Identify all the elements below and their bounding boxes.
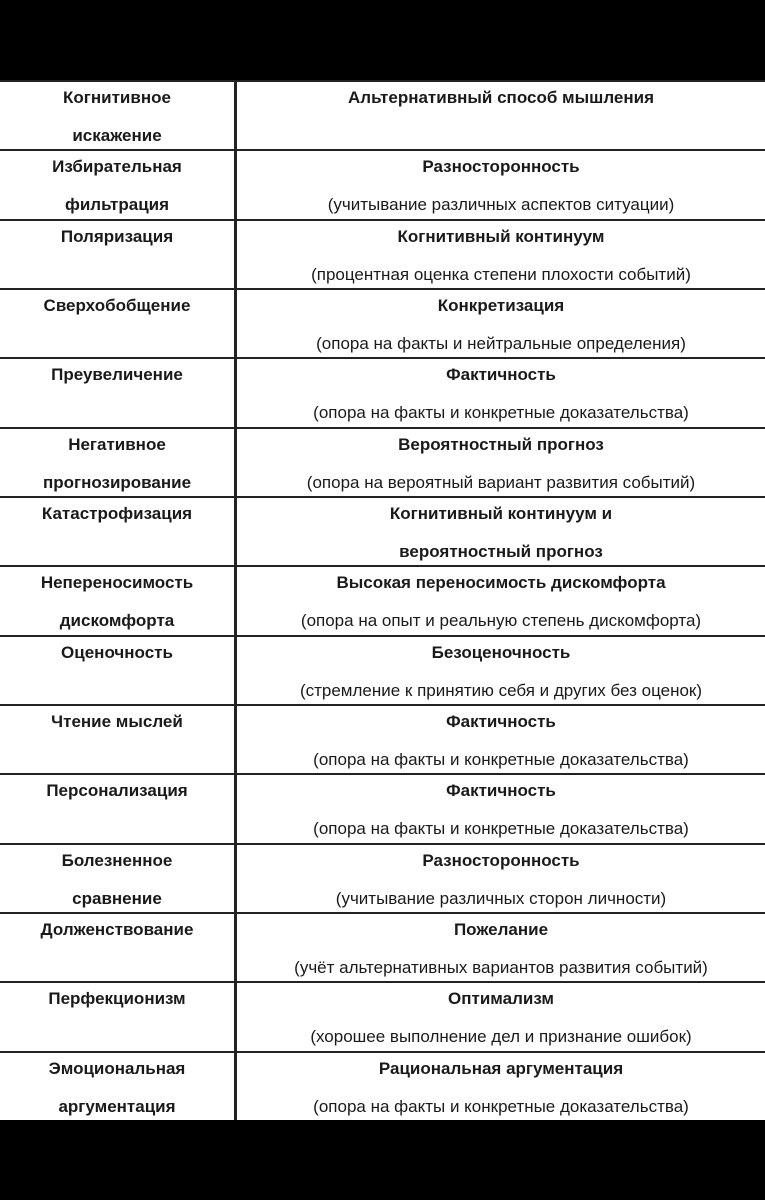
distortion-name-line-1: Чтение мыслей — [51, 711, 183, 731]
alternative-title: Разносторонность — [422, 157, 580, 177]
alternative-description: (опора на факты и конкретные доказательства) — [313, 749, 689, 769]
alternative-cell — [236, 1052, 765, 1120]
distortion-cell — [0, 289, 236, 358]
alternative-cell — [236, 428, 765, 497]
alternative-cell — [236, 705, 765, 774]
distortion-name-line-1: Избирательная — [52, 157, 182, 177]
alternative-cell — [236, 289, 765, 358]
alternative-title: Рациональная аргументация — [378, 1058, 624, 1078]
header-left-cell — [0, 81, 236, 150]
alternative-title: Разносторонность — [422, 850, 580, 870]
alternative-description: (опора на факты и конкретные доказательства) — [313, 403, 689, 423]
alternative-cell — [236, 636, 765, 705]
alternative-title: Безоценочность — [431, 642, 571, 662]
alternative-title: Вероятностный прогноз — [398, 434, 604, 454]
table-row — [0, 289, 765, 358]
distortion-cell — [0, 636, 236, 705]
alternative-title: Высокая переносимость дискомфорта — [336, 573, 666, 593]
table-row — [0, 220, 765, 289]
distortion-cell — [0, 774, 236, 843]
distortion-name-line-1: Оценочность — [61, 642, 173, 662]
alternative-description: (опора на факты и нейтральные определения) — [316, 333, 686, 353]
alternative-description: (хорошее выполнение дел и признание ошибок) — [310, 1027, 692, 1047]
alternative-title: Конкретизация — [437, 295, 565, 315]
distortion-name-line-2: аргументация — [58, 1096, 176, 1116]
table-row — [0, 705, 765, 774]
table-row — [0, 428, 765, 497]
distortion-name-line-1: Болезненное — [61, 850, 173, 870]
distortion-name-line-2: дискомфорта — [59, 611, 175, 631]
alternative-cell — [236, 844, 765, 913]
distortion-cell — [0, 982, 236, 1051]
distortion-cell — [0, 705, 236, 774]
alternative-title: Фактичность — [446, 365, 556, 385]
distortion-name-line-2: фильтрация — [64, 195, 170, 215]
distortion-name-line-1: Поляризация — [60, 226, 174, 246]
alternative-description: (учитывание различных сторон личности) — [335, 888, 667, 908]
distortions-table — [0, 80, 765, 1120]
table-row — [0, 913, 765, 982]
table-header-row — [0, 81, 765, 150]
alternative-description: вероятностный прогноз — [399, 541, 603, 561]
distortion-cell — [0, 844, 236, 913]
distortion-cell — [0, 1052, 236, 1120]
distortion-name-line-1: Долженствование — [40, 919, 194, 939]
distortion-cell — [0, 913, 236, 982]
alternative-title: Фактичность — [446, 711, 556, 731]
distortion-name-line-1: Эмоциональная — [48, 1058, 186, 1078]
alternative-cell — [236, 982, 765, 1051]
alternative-description: (учёт альтернативных вариантов развития событий) — [294, 957, 708, 977]
alternative-description: (процентная оценка степени плохости событий) — [311, 264, 691, 284]
alternative-cell — [236, 150, 765, 219]
alternative-description: (опора на факты и конкретные доказательства) — [313, 1096, 689, 1116]
alternative-description: (опора на опыт и реальную степень дискомфорта) — [300, 611, 702, 631]
header-left-line-2: искажение — [72, 126, 162, 145]
table-row — [0, 150, 765, 219]
distortion-cell — [0, 566, 236, 635]
alternative-description: (опора на вероятный вариант развития событий) — [306, 472, 696, 492]
distortion-name-line-1: Катастрофизация — [41, 503, 193, 523]
alternative-description: (учитывание различных аспектов ситуации) — [327, 195, 675, 215]
distortion-name-line-1: Непереносимость — [40, 573, 194, 593]
distortion-cell — [0, 358, 236, 427]
alternative-cell — [236, 774, 765, 843]
distortion-name-line-1: Негативное — [68, 434, 166, 454]
distortion-cell — [0, 220, 236, 289]
alternative-title: Когнитивный континуум и — [389, 503, 613, 523]
alternative-description: (опора на факты и конкретные доказательства) — [313, 819, 689, 839]
table-row — [0, 566, 765, 635]
distortion-name-line-1: Сверхобобщение — [43, 295, 191, 315]
distortion-name-line-1: Преувеличение — [51, 365, 183, 385]
distortion-name-line-1: Персонализация — [46, 781, 188, 801]
header-right-cell — [236, 81, 765, 150]
document-page — [0, 80, 765, 1120]
table-row — [0, 1052, 765, 1120]
alternative-title: Фактичность — [446, 781, 556, 801]
distortion-name-line-2: прогнозирование — [42, 472, 192, 492]
header-right-title: Альтернативный способ мышления — [348, 88, 654, 107]
alternative-description: (стремление к принятию себя и других без оценок) — [299, 680, 703, 700]
alternative-title: Когнитивный континуум — [397, 226, 605, 246]
alternative-cell — [236, 220, 765, 289]
alternative-cell — [236, 358, 765, 427]
table-row — [0, 982, 765, 1051]
alternative-cell — [236, 566, 765, 635]
table-row — [0, 844, 765, 913]
table-row — [0, 774, 765, 843]
table-row — [0, 358, 765, 427]
distortion-cell — [0, 428, 236, 497]
alternative-cell — [236, 913, 765, 982]
distortion-name-line-1: Перфекционизм — [48, 989, 186, 1009]
distortion-name-line-2: сравнение — [72, 888, 162, 908]
alternative-title: Оптимализм — [448, 989, 554, 1009]
distortion-cell — [0, 497, 236, 566]
alternative-cell — [236, 497, 765, 566]
header-left-line-1: Когнитивное — [63, 88, 171, 107]
table-row — [0, 497, 765, 566]
table-row — [0, 636, 765, 705]
distortion-cell — [0, 150, 236, 219]
alternative-title: Пожелание — [453, 919, 549, 939]
